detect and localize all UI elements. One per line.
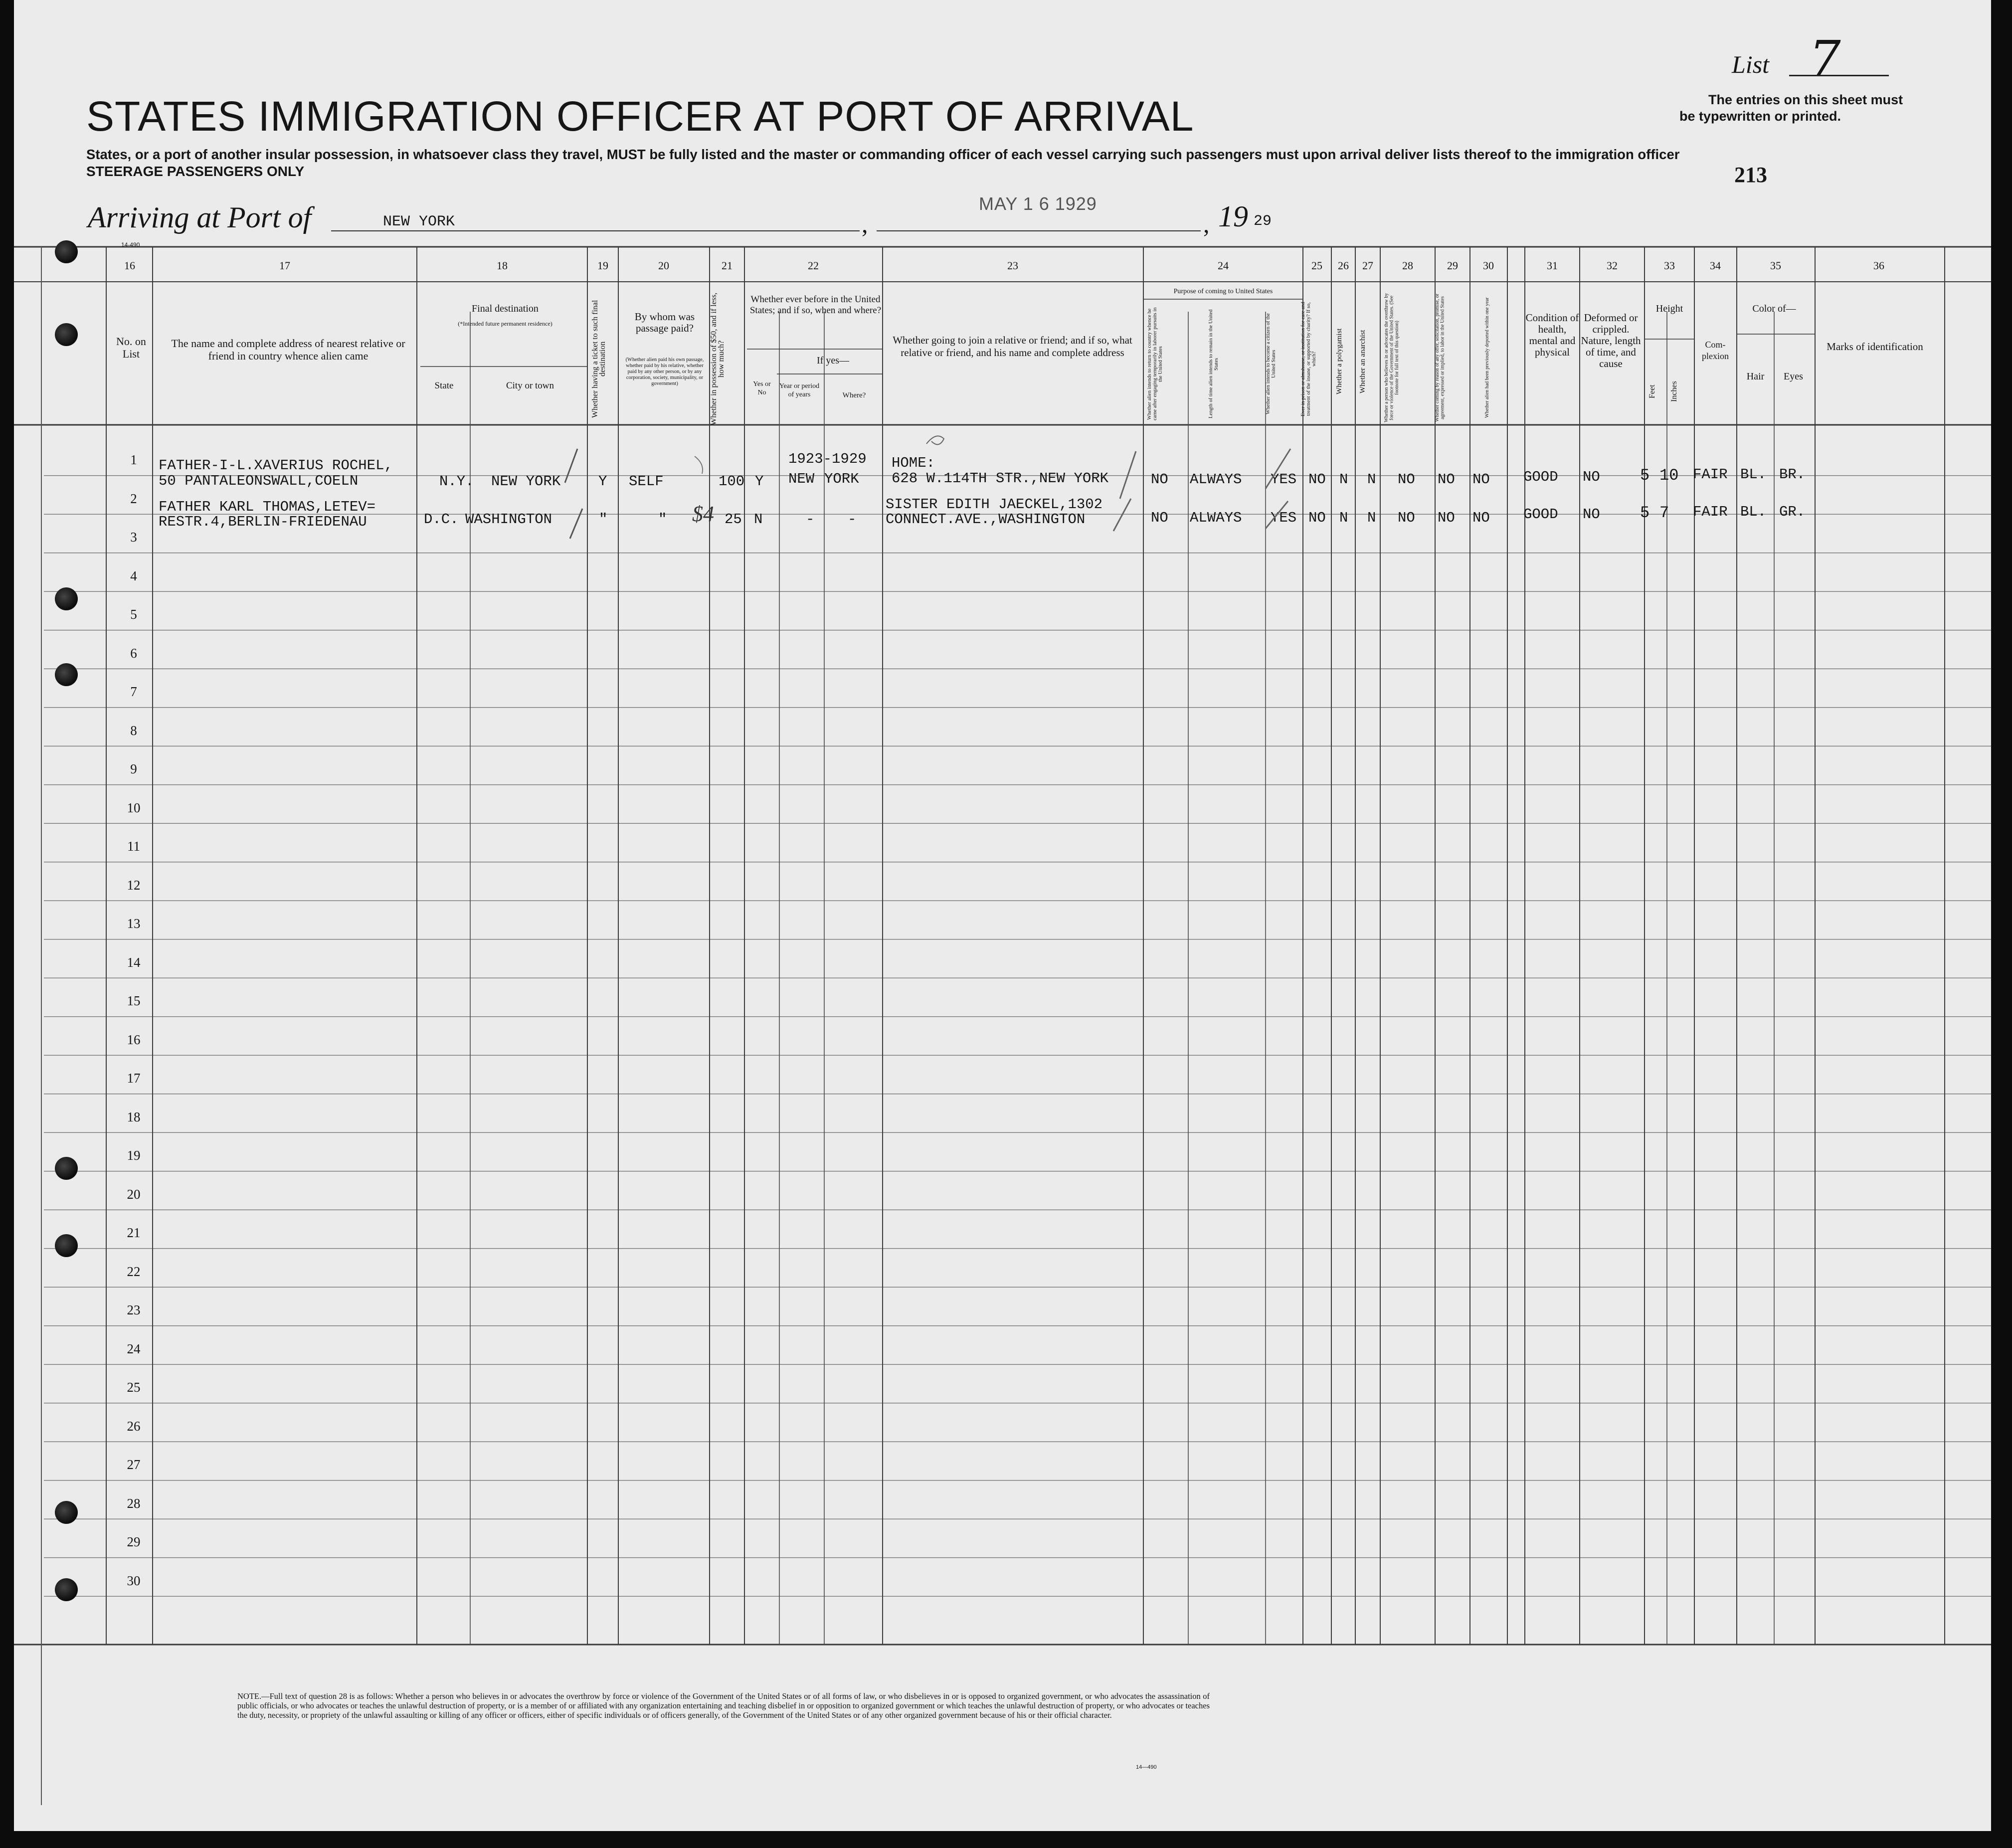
header-health: Condition of health, mental and physical <box>1525 312 1579 358</box>
row1-inches: 10 <box>1659 466 1679 485</box>
row2-join-line1: SISTER EDITH JAECKEL,1302 <box>886 496 1103 513</box>
row2-feet: 5 <box>1640 504 1650 522</box>
row1-years: 1923-1929 <box>788 451 867 467</box>
row1-where-a: NEW <box>788 471 815 487</box>
arriving-label: Arriving at Port of <box>88 201 312 234</box>
punch-hole <box>55 1578 78 1601</box>
row-number: 6 <box>130 645 137 661</box>
row1-health: GOOD <box>1523 469 1558 485</box>
column-number: 21 <box>722 259 732 272</box>
punch-hole <box>55 1234 78 1257</box>
column-number: 18 <box>497 259 508 272</box>
form-code: 14-490 <box>121 241 140 248</box>
row1-purpose-citizen: YES <box>1271 471 1297 488</box>
header-year-period: Year or period of years <box>779 382 820 398</box>
punch-hole <box>55 663 78 686</box>
row1-where-b: YORK <box>824 471 859 487</box>
row-number: 8 <box>130 723 137 738</box>
header-relative-address: The name and complete address of nearest relative or friend in country whence alien came <box>171 337 405 362</box>
row2-before: N <box>754 511 763 528</box>
column-number: 35 <box>1770 259 1781 272</box>
header-no-on-list: No. on List <box>116 335 146 360</box>
header-yes-no: Yes or No <box>753 380 771 396</box>
row1-q29: NO <box>1438 471 1455 488</box>
row2-city: WASHINGTON <box>465 511 552 528</box>
footnote-question-28: NOTE.—Full text of question 28 is as follows: Whether a person who believes in or advocates the overthrow by force or violence of the Government of the United States or of all forms of law, or who disbelieves in or is opposed to organized government, or who advocates the assassination of public officials, or who advocates or teaches the unlawful destruction of property, or is a member of or affiliated with any organization entertaining and teaching disbelief in or opposition to organized government or which teaches the unlawful destruction of property, or who advocates or teaches the duty, necessity, or propriety of the unlawful assaulting or killing of any officer or officers, either of specific individuals or of officers generally, of the Government of the United States or of any other organized government because of his or their official character. <box>237 1691 1210 1720</box>
row1-complexion: FAIR <box>1693 466 1728 483</box>
header-purpose: Purpose of coming to United States <box>1173 288 1273 295</box>
column-number: 25 <box>1311 259 1322 272</box>
punch-hole <box>55 1157 78 1180</box>
row1-ticket: Y <box>598 473 607 490</box>
header-city: City or town <box>506 380 554 391</box>
row1-eyes: BR. <box>1779 466 1806 483</box>
row2-years: - <box>806 511 815 528</box>
column-number: 17 <box>279 259 290 272</box>
header-marks: Marks of identification <box>1827 341 1923 353</box>
punch-hole <box>55 1501 78 1524</box>
row2-money-handwritten: $4 <box>692 502 714 526</box>
column-number: 33 <box>1664 259 1675 272</box>
row1-city: NEW YORK <box>491 473 561 490</box>
row1-hair: BL. <box>1740 466 1767 483</box>
header-ticket: Whether having a ticket to such final destination <box>591 300 607 418</box>
row1-anarchist: N <box>1367 471 1376 488</box>
header-color-of: Color of— <box>1752 303 1796 314</box>
row-number: 17 <box>127 1071 141 1086</box>
class-line: STEERAGE PASSENGERS ONLY <box>86 164 305 179</box>
row1-q30: NO <box>1472 471 1490 488</box>
list-label: List <box>1732 50 1770 78</box>
row2-polygamist: N <box>1339 510 1348 526</box>
row-number: 11 <box>127 839 140 854</box>
header-anarchist: Whether an anarchist <box>1359 330 1367 393</box>
header-where: Where? <box>842 391 866 399</box>
column-number: 16 <box>124 259 135 272</box>
column-number: 24 <box>1218 259 1229 272</box>
row1-prison: NO <box>1308 471 1326 488</box>
year-suffix: 29 <box>1254 213 1272 230</box>
manifest-sheet <box>14 0 1991 1831</box>
row-number: 27 <box>127 1457 141 1472</box>
header-complexion: Com- plexion <box>1702 340 1729 361</box>
column-number: 31 <box>1547 259 1558 272</box>
header-if-yes: If yes— <box>817 355 849 366</box>
column-number: 26 <box>1338 259 1349 272</box>
row-number: 10 <box>127 800 141 815</box>
header-q28: Whether a person who believes in or advocates the overthrow by force or violence of the Government of the United States. (See footnote for full text of this question) <box>1384 293 1400 423</box>
header-purpose-citizen: Whether alien intends to become a citizen of the United States <box>1266 313 1277 415</box>
row2-ticket: " <box>599 511 608 528</box>
row2-health: GOOD <box>1523 506 1558 523</box>
row2-purpose-return: NO <box>1151 510 1168 526</box>
row-number: 28 <box>127 1495 141 1511</box>
list-number: 7 <box>1809 30 1841 88</box>
handwritten-check-marks <box>14 0 1991 598</box>
row2-money: 25 <box>725 511 742 528</box>
row2-where: - <box>848 511 857 528</box>
row-number: 20 <box>127 1186 141 1202</box>
row-number: 1 <box>130 452 137 467</box>
row2-purpose-citizen: YES <box>1271 510 1297 526</box>
row1-feet: 5 <box>1640 466 1650 485</box>
row-number: 24 <box>127 1341 141 1356</box>
row-number: 2 <box>130 491 137 506</box>
year-prefix: 19 <box>1218 200 1248 233</box>
header-inches: Inches <box>1670 381 1678 402</box>
row2-paid-by: " <box>658 511 667 528</box>
row2-hair: BL. <box>1740 504 1767 520</box>
header-money: Whether in possession of $50, and if less, how much? <box>710 292 726 426</box>
row-number: 19 <box>127 1148 141 1163</box>
column-number: 36 <box>1873 259 1884 272</box>
row-number: 4 <box>130 568 137 583</box>
entries-note-2: be typewritten or printed. <box>1679 109 1841 124</box>
column-number: 19 <box>597 259 608 272</box>
row-number: 5 <box>130 607 137 622</box>
row1-purpose-length: ALWAYS <box>1190 471 1242 488</box>
row2-q28: NO <box>1398 510 1415 526</box>
entries-note-1: The entries on this sheet must <box>1708 92 1903 107</box>
header-q30: Whether alien had been previously deported within one year <box>1484 297 1490 418</box>
header-purpose-return: Whether alien intends to return to country whence he came after engaging temporarily in laborer pursuits in the United States <box>1147 307 1163 421</box>
row1-state: N.Y. <box>439 473 474 490</box>
column-number: 27 <box>1362 259 1373 272</box>
header-q29: Whether coming by reason of any offer, solicitation, promise, or agreement, expressed or implied, to labor in the United States <box>1435 293 1446 422</box>
header-passage-note: (Whether alien paid his own passage, whether paid by his relative, whether paid by any other person, or by any corporation, society, municipality, or government) <box>625 357 704 386</box>
row-number: 29 <box>127 1534 141 1549</box>
row-number: 15 <box>127 993 141 1008</box>
row-number: 25 <box>127 1380 141 1395</box>
row2-relative-line1: FATHER KARL THOMAS,LETEV= <box>159 499 376 515</box>
header-hair: Hair <box>1746 371 1765 382</box>
header-polygamist: Whether a polygamist <box>1335 328 1343 395</box>
row2-deformed: NO <box>1583 506 1600 523</box>
row1-paid-by: SELF <box>629 473 664 490</box>
row1-deformed: NO <box>1583 469 1600 485</box>
row-number: 30 <box>127 1573 141 1588</box>
row2-eyes: GR. <box>1779 504 1806 520</box>
form-title: STATES IMMIGRATION OFFICER AT PORT OF ARRIVAL <box>86 93 1194 140</box>
row2-state: D.C. <box>424 511 459 528</box>
column-number: 32 <box>1607 259 1618 272</box>
row-number: 7 <box>130 684 137 699</box>
row-number: 16 <box>127 1032 141 1047</box>
row1-before: Y <box>755 473 764 490</box>
header-before-in-us: Whether ever before in the United States; and if so, when and where? <box>749 294 882 316</box>
row2-relative-line2: RESTR.4,BERLIN-FRIEDENAU <box>159 514 367 530</box>
date-comma: , <box>1203 210 1210 238</box>
row-number: 13 <box>127 916 141 931</box>
row1-purpose-return: NO <box>1151 471 1168 488</box>
header-final-destination-note: (*Intended future permanent residence) <box>458 320 552 327</box>
column-number: 22 <box>808 259 819 272</box>
port-value: NEW YORK <box>383 213 455 230</box>
row2-complexion: FAIR <box>1693 504 1728 520</box>
row2-q30: NO <box>1472 510 1490 526</box>
form-code-bottom: 14—490 <box>1136 1764 1157 1770</box>
header-state: State <box>434 380 454 391</box>
header-final-destination: Final destination <box>472 303 539 314</box>
column-number: 30 <box>1483 259 1494 272</box>
row-number: 23 <box>127 1302 141 1317</box>
instruction-line: States, or a port of another insular possession, in whatsoever class they travel, MUST be fully listed and the master or commanding officer of each vessel carrying such passengers must upon arrival deliver lists thereof to the immigration officer <box>86 147 1680 162</box>
date-stamp: MAY 1 6 1929 <box>979 193 1097 214</box>
row2-purpose-length: ALWAYS <box>1190 510 1242 526</box>
row1-relative-line2: 50 PANTALEONSWALL,COELN <box>159 473 359 489</box>
header-passage-paid: By whom was passage paid? <box>634 311 695 334</box>
row1-q28: NO <box>1398 471 1415 488</box>
row-number: 14 <box>127 954 141 970</box>
column-number: 20 <box>658 259 669 272</box>
column-number: 34 <box>1710 259 1721 272</box>
row1-polygamist: N <box>1339 471 1348 488</box>
header-join-relative: Whether going to join a relative or friend; and if so, what relative or friend, and his name and complete address <box>893 334 1132 359</box>
row2-q29: NO <box>1438 510 1455 526</box>
row1-join-line2: 628 W.114TH STR.,NEW YORK <box>892 470 1109 487</box>
row2-inches: 7 <box>1659 504 1669 522</box>
header-deformed: Deformed or crippled. Nature, length of time, and cause <box>1581 312 1641 370</box>
header-prison: Ever in prison or almshouse, or institution for care and treatment of the insane, or supported by charity? If so, which? <box>1300 302 1317 416</box>
row-number: 9 <box>130 761 137 776</box>
header-eyes: Eyes <box>1784 371 1803 382</box>
row1-join-line1: HOME: <box>892 455 935 471</box>
page-number: 213 <box>1734 163 1767 187</box>
row-number: 21 <box>127 1225 141 1240</box>
header-height: Height <box>1655 303 1683 314</box>
header-purpose-length: Length of time alien intends to remain in the United States <box>1208 309 1219 419</box>
row-number: 18 <box>127 1109 141 1124</box>
row2-join-line2: CONNECT.AVE.,WASHINGTON <box>886 511 1086 528</box>
row1-money: 100 <box>719 473 745 490</box>
row-number: 3 <box>130 530 137 545</box>
row2-prison: NO <box>1308 510 1326 526</box>
row1-relative-line1: FATHER-I-L.XAVERIUS ROCHEL, <box>159 457 393 474</box>
row-number: 26 <box>127 1418 141 1434</box>
column-number: 28 <box>1402 259 1413 272</box>
row-number: 22 <box>127 1264 141 1279</box>
row2-anarchist: N <box>1367 510 1376 526</box>
row-number: 12 <box>127 877 141 893</box>
column-number: 23 <box>1007 259 1018 272</box>
port-comma: , <box>862 210 868 238</box>
column-number: 29 <box>1447 259 1458 272</box>
header-feet: Feet <box>1648 384 1656 398</box>
